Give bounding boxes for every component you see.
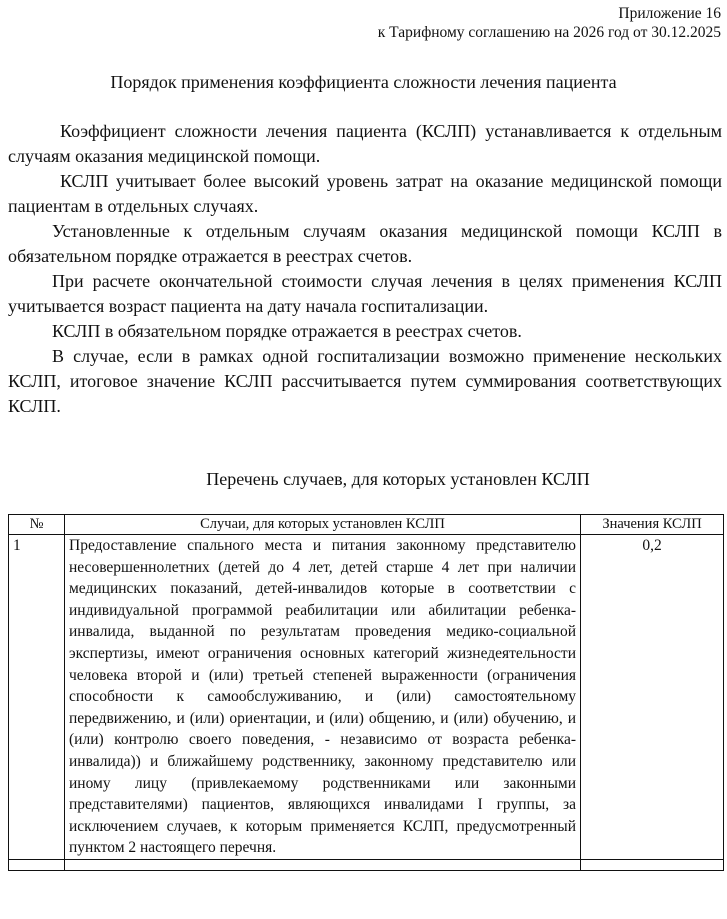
- appendix-number: Приложение 16: [618, 5, 721, 22]
- header-case: Случаи, для которых установлен КСЛП: [65, 515, 581, 535]
- body-text: [8, 119, 722, 419]
- next-row-value-cell: [581, 859, 724, 870]
- paragraph: При расчете окончательной стоимости случая лечения в целях применения КСЛП учитывается возраст пациента на дату начала госпитализации.: [8, 271, 722, 316]
- kslp-table: [8, 514, 724, 871]
- next-row-number-cell: [9, 859, 65, 870]
- header-value: Значения КСЛП: [581, 515, 724, 535]
- document-title: Порядок применения коэффициента сложности лечения пациента: [110, 72, 617, 92]
- list-title: Перечень случаев, для которых установлен КСЛП: [206, 469, 590, 489]
- paragraph: Установленные к отдельным случаям оказания медицинской помощи КСЛП в обязательном порядке отражается в реестрах счетов.: [8, 221, 722, 266]
- table-row: [9, 535, 724, 860]
- header-number: №: [9, 515, 65, 535]
- row-value: 0,2: [581, 535, 724, 860]
- table-header-row: [9, 515, 724, 535]
- paragraph: В случае, если в рамках одной госпитализации возможно применение нескольких КСЛП, итоговое значение КСЛП рассчитывается путем суммирования соответствующих КСЛП.: [8, 346, 722, 416]
- paragraph: КСЛП в обязательном порядке отражается в реестрах счетов.: [52, 321, 522, 341]
- paragraph: Коэффициент сложности лечения пациента (КСЛП) устанавливается к отдельным случаям оказания медицинской помощи.: [8, 121, 722, 166]
- next-row-case-cell: [65, 859, 581, 870]
- row-number: 1: [9, 535, 65, 860]
- table-row-next: [9, 859, 724, 870]
- paragraph: КСЛП учитывает более высокий уровень затрат на оказание медицинской помощи пациентам в отдельных случаях.: [8, 171, 722, 216]
- row-case: Предоставление спального места и питания законному представителю несовершеннолетних (детей до 4 лет, детей старше 4 лет при наличии медицинских показаний, детей-инвалидов которые в соответствии с индивидуальной программой реабилитации или абилитации ребенка-инвалида, выданной по результатам проведения медико-социальной экспертизы, имеют ограничения основных категорий жизнедеятельности человека второй и (или) третьей степеней выраженности (ограничения способности к самообслуживанию, и (или) самостоятельному передвижению, и (или) ориентации, и (или) общению, и (или) обучению, и (или) контролю своего поведения, - независимо от возраста ребенка-инвалида)) и ближайшему родственнику, законному представителю или иному лицу (привлекаемому родственниками или законными представителями) пациентов, являющихся инвалидами I группы, за исключением случаев, к которым применяется КСЛП, предусмотренный пунктом 2 настоящего перечня.: [65, 535, 581, 860]
- appendix-reference: к Тарифному соглашению на 2026 год от 30.12.2025: [377, 24, 721, 41]
